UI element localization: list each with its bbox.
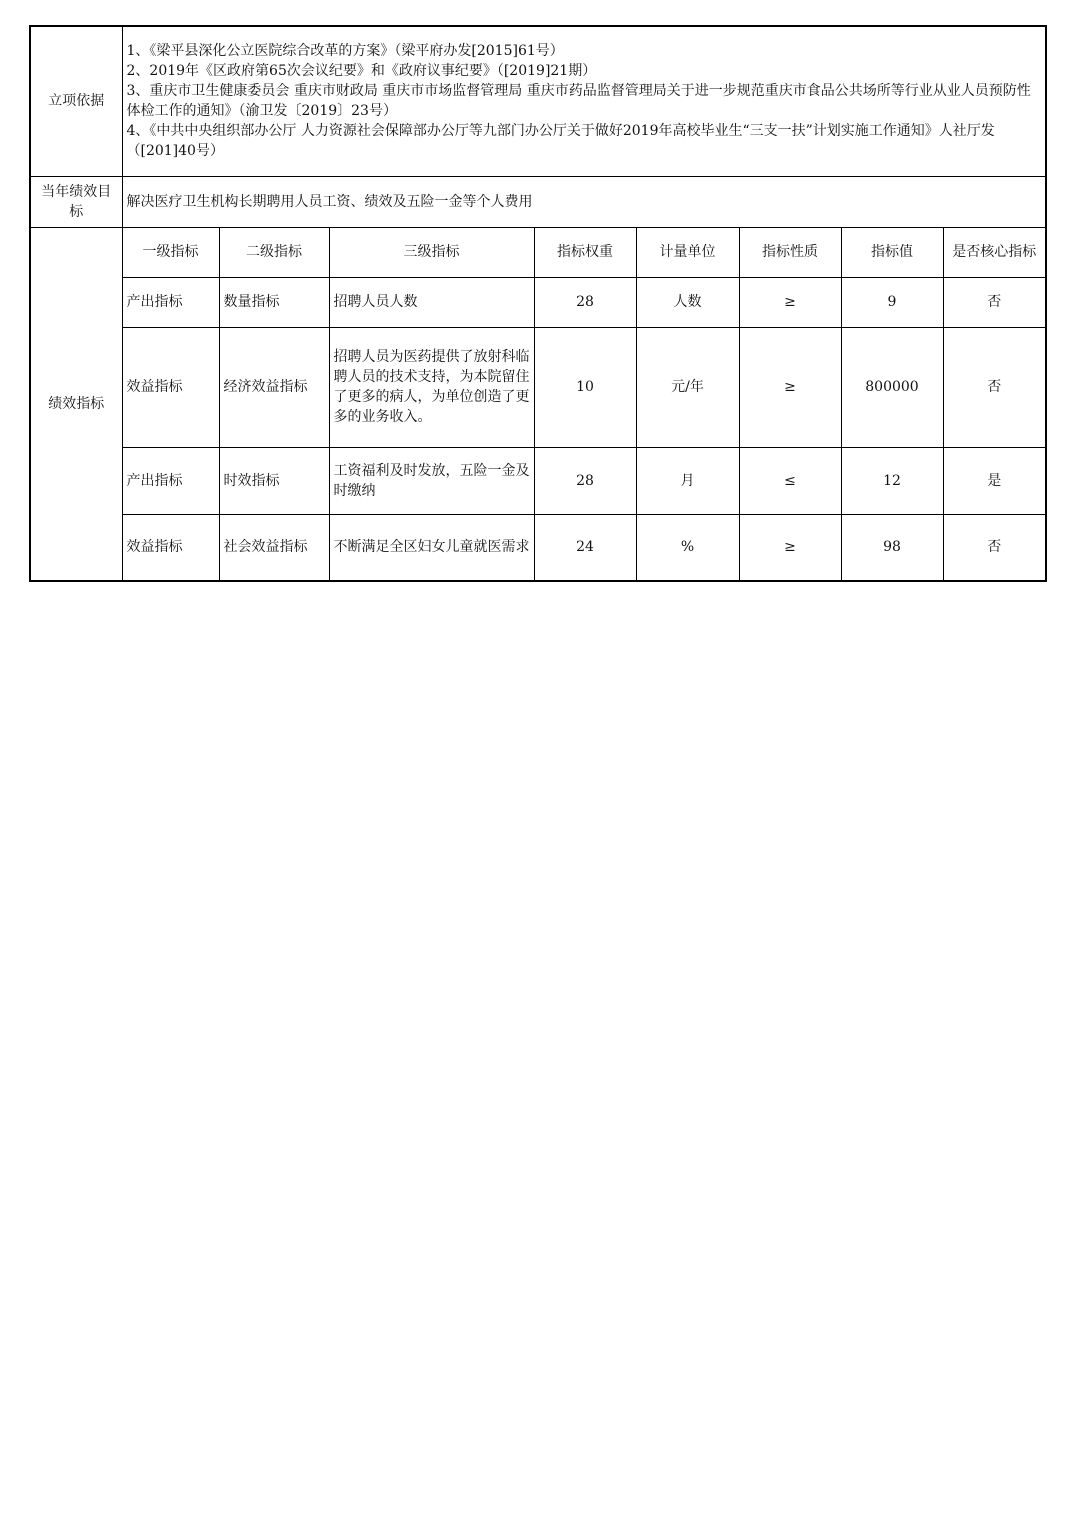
header-cell: 指标值 bbox=[841, 227, 943, 277]
header-cell: 一级指标 bbox=[122, 227, 219, 277]
goal-label: 当年绩效目标 bbox=[30, 176, 122, 227]
header-cell: 二级指标 bbox=[219, 227, 329, 277]
nature-cell: ≥ bbox=[739, 327, 841, 447]
level3-cell: 招聘人员为医药提供了放射科临聘人员的技术支持，为本院留住了更多的病人，为单位创造了更多的业务收入。 bbox=[329, 327, 534, 447]
header-cell: 指标权重 bbox=[534, 227, 636, 277]
nature-cell: ≥ bbox=[739, 514, 841, 581]
value-cell: 98 bbox=[841, 514, 943, 581]
basis-label: 立项依据 bbox=[30, 26, 122, 176]
basis-content bbox=[122, 26, 1046, 176]
table-row bbox=[30, 327, 1046, 447]
level2-cell: 时效指标 bbox=[219, 447, 329, 514]
basis-line: 3、重庆市卫生健康委员会 重庆市财政局 重庆市市场监督管理局 重庆市药品监督管理局关于进一步规范重庆市食品公共场所等行业从业人员预防性体检工作的通知》（渝卫发〔2019〕23号） bbox=[126, 83, 1031, 120]
basis-line: 1、《梁平县深化公立医院综合改革的方案》（梁平府办发[2015]61号） bbox=[126, 43, 564, 60]
header-cell: 是否核心指标 bbox=[943, 227, 1046, 277]
core-cell: 否 bbox=[943, 514, 1046, 581]
core-cell: 否 bbox=[943, 277, 1046, 327]
level2-cell: 数量指标 bbox=[219, 277, 329, 327]
weight-cell: 28 bbox=[534, 447, 636, 514]
table-row bbox=[30, 514, 1046, 581]
header-cell: 计量单位 bbox=[636, 227, 739, 277]
basis-line: 2、2019年《区政府第65次会议纪要》和《政府议事纪要》（[2019]21期） bbox=[126, 63, 597, 80]
level1-cell: 效益指标 bbox=[122, 327, 219, 447]
level1-cell: 产出指标 bbox=[122, 277, 219, 327]
unit-cell: 元/年 bbox=[636, 327, 739, 447]
unit-cell: % bbox=[636, 514, 739, 581]
core-cell: 是 bbox=[943, 447, 1046, 514]
level3-cell: 不断满足全区妇女儿童就医需求 bbox=[329, 514, 534, 581]
level1-cell: 效益指标 bbox=[122, 514, 219, 581]
level3-cell: 工资福利及时发放，五险一金及时缴纳 bbox=[329, 447, 534, 514]
value-cell: 800000 bbox=[841, 327, 943, 447]
nature-cell: ≤ bbox=[739, 447, 841, 514]
unit-cell: 月 bbox=[636, 447, 739, 514]
goal-row bbox=[30, 176, 1046, 227]
basis-row bbox=[30, 26, 1046, 176]
indicators-label: 绩效指标 bbox=[30, 227, 122, 581]
level2-cell: 经济效益指标 bbox=[219, 327, 329, 447]
header-cell: 三级指标 bbox=[329, 227, 534, 277]
core-cell: 否 bbox=[943, 327, 1046, 447]
value-cell: 9 bbox=[841, 277, 943, 327]
unit-cell: 人数 bbox=[636, 277, 739, 327]
performance-table bbox=[29, 25, 1047, 582]
level2-cell: 社会效益指标 bbox=[219, 514, 329, 581]
table-row bbox=[30, 447, 1046, 514]
level3-cell: 招聘人员人数 bbox=[329, 277, 534, 327]
table-row bbox=[30, 277, 1046, 327]
nature-cell: ≥ bbox=[739, 277, 841, 327]
weight-cell: 24 bbox=[534, 514, 636, 581]
weight-cell: 10 bbox=[534, 327, 636, 447]
weight-cell: 28 bbox=[534, 277, 636, 327]
basis-line: 4、《中共中央组织部办公厅 人力资源社会保障部办公厅等九部门办公厅关于做好2019年高校毕业生“三支一扶”计划实施工作通知》人社厅发（[201]40号） bbox=[126, 123, 995, 160]
indicator-header-row bbox=[30, 227, 1046, 277]
goal-text: 解决医疗卫生机构长期聘用人员工资、绩效及五险一金等个人费用 bbox=[122, 176, 1046, 227]
header-cell: 指标性质 bbox=[739, 227, 841, 277]
value-cell: 12 bbox=[841, 447, 943, 514]
level1-cell: 产出指标 bbox=[122, 447, 219, 514]
